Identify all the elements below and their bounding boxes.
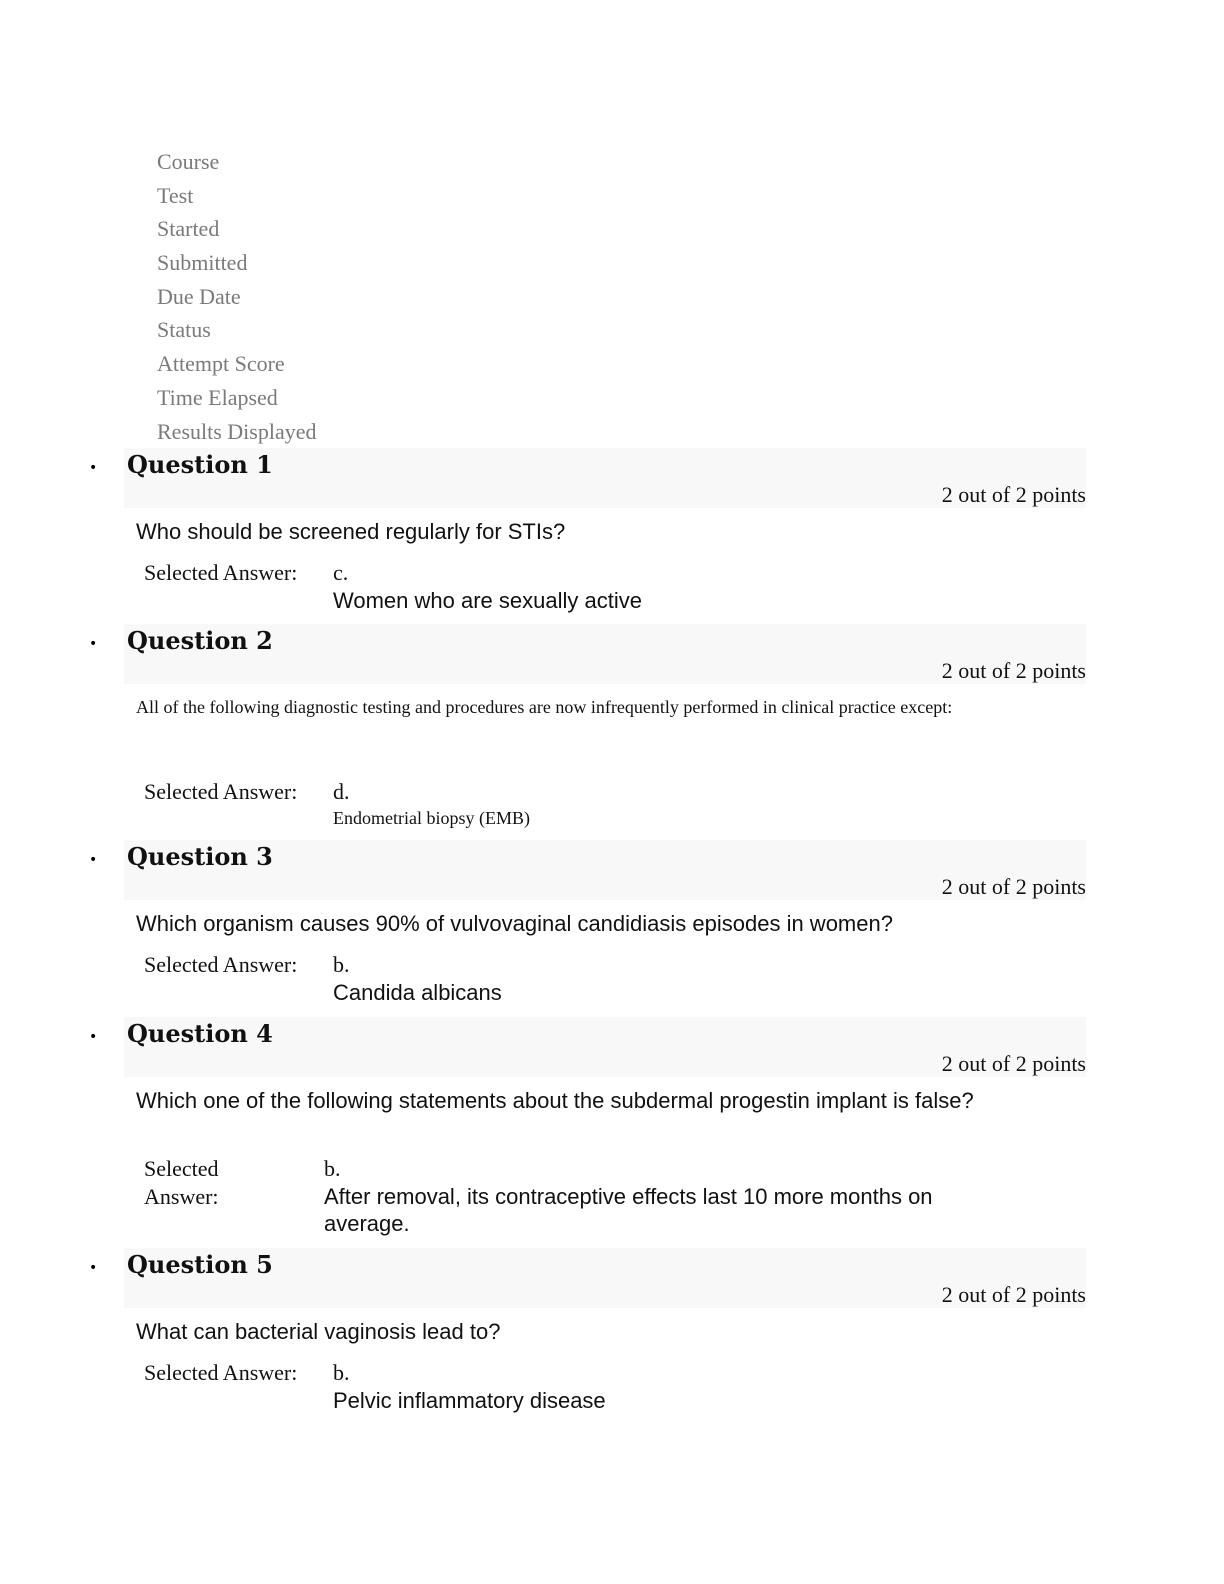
question-points: 2 out of 2 points (941, 1051, 1086, 1076)
test-info-attempt-score: Attempt Score (157, 351, 285, 377)
question-title: Question 2 (127, 626, 273, 655)
selected-answer-label-line2: Answer: (144, 1184, 219, 1209)
selected-answer-text: After removal, its contraceptive effects last 10 more months on average. (324, 1184, 933, 1236)
test-info-test: Test (157, 182, 194, 208)
selected-answer-text: Endometrial biopsy (EMB) (333, 808, 530, 828)
question-points: 2 out of 2 points (941, 658, 1086, 683)
selected-answer-letter: c. (333, 560, 349, 585)
question-text: What can bacterial vaginosis lead to? (136, 1319, 501, 1344)
question-title: Question 1 (127, 450, 273, 479)
selected-answer-label: Selected Answer: (144, 560, 298, 585)
selected-answer-text: Women who are sexually active (333, 588, 642, 613)
question-title: Question 5 (127, 1250, 273, 1279)
test-info-course: Course (157, 149, 220, 174)
selected-answer-letter: d. (333, 779, 350, 804)
question-text: All of the following diagnostic testing and procedures are now infrequently performed in clinical practice except: (136, 697, 953, 717)
selected-answer-letter: b. (333, 952, 350, 977)
question-text: Which organism causes 90% of vulvovaginal candidiasis episodes in women? (136, 911, 893, 936)
question-points: 2 out of 2 points (941, 482, 1086, 507)
test-info-status: Status (157, 317, 211, 343)
selected-answer-letter: b. (324, 1156, 341, 1181)
bullet-marker: • (89, 852, 98, 868)
selected-answer-label-line1: Selected (144, 1156, 219, 1181)
bullet-marker: • (89, 460, 98, 476)
question-points: 2 out of 2 points (941, 1282, 1086, 1307)
question-title: Question 4 (127, 1019, 273, 1048)
question-title: Question 3 (127, 842, 273, 871)
question-points: 2 out of 2 points (941, 874, 1086, 899)
test-info-results-displayed: Results Displayed (157, 418, 317, 444)
bullet-marker: • (89, 1029, 98, 1045)
selected-answer-label: Selected Answer: (144, 1360, 298, 1385)
test-info-time-elapsed: Time Elapsed (157, 384, 278, 410)
question-text: Which one of the following statements about the subdermal progestin implant is false? (136, 1088, 974, 1113)
test-info-started: Started (157, 216, 220, 242)
selected-answer-text: Pelvic inflammatory disease (333, 1388, 606, 1413)
bullet-marker: • (89, 1260, 98, 1276)
selected-answer-letter: b. (333, 1360, 350, 1385)
selected-answer-text: Candida albicans (333, 980, 502, 1005)
selected-answer-label: Selected Answer: (144, 779, 298, 804)
test-info-submitted: Submitted (157, 250, 248, 276)
question-text: Who should be screened regularly for STIs? (136, 519, 566, 544)
test-info-list (157, 145, 317, 448)
test-info-due-date: Due Date (157, 283, 241, 309)
selected-answer-label: Selected Answer: (144, 952, 298, 977)
bullet-marker: • (89, 636, 98, 652)
